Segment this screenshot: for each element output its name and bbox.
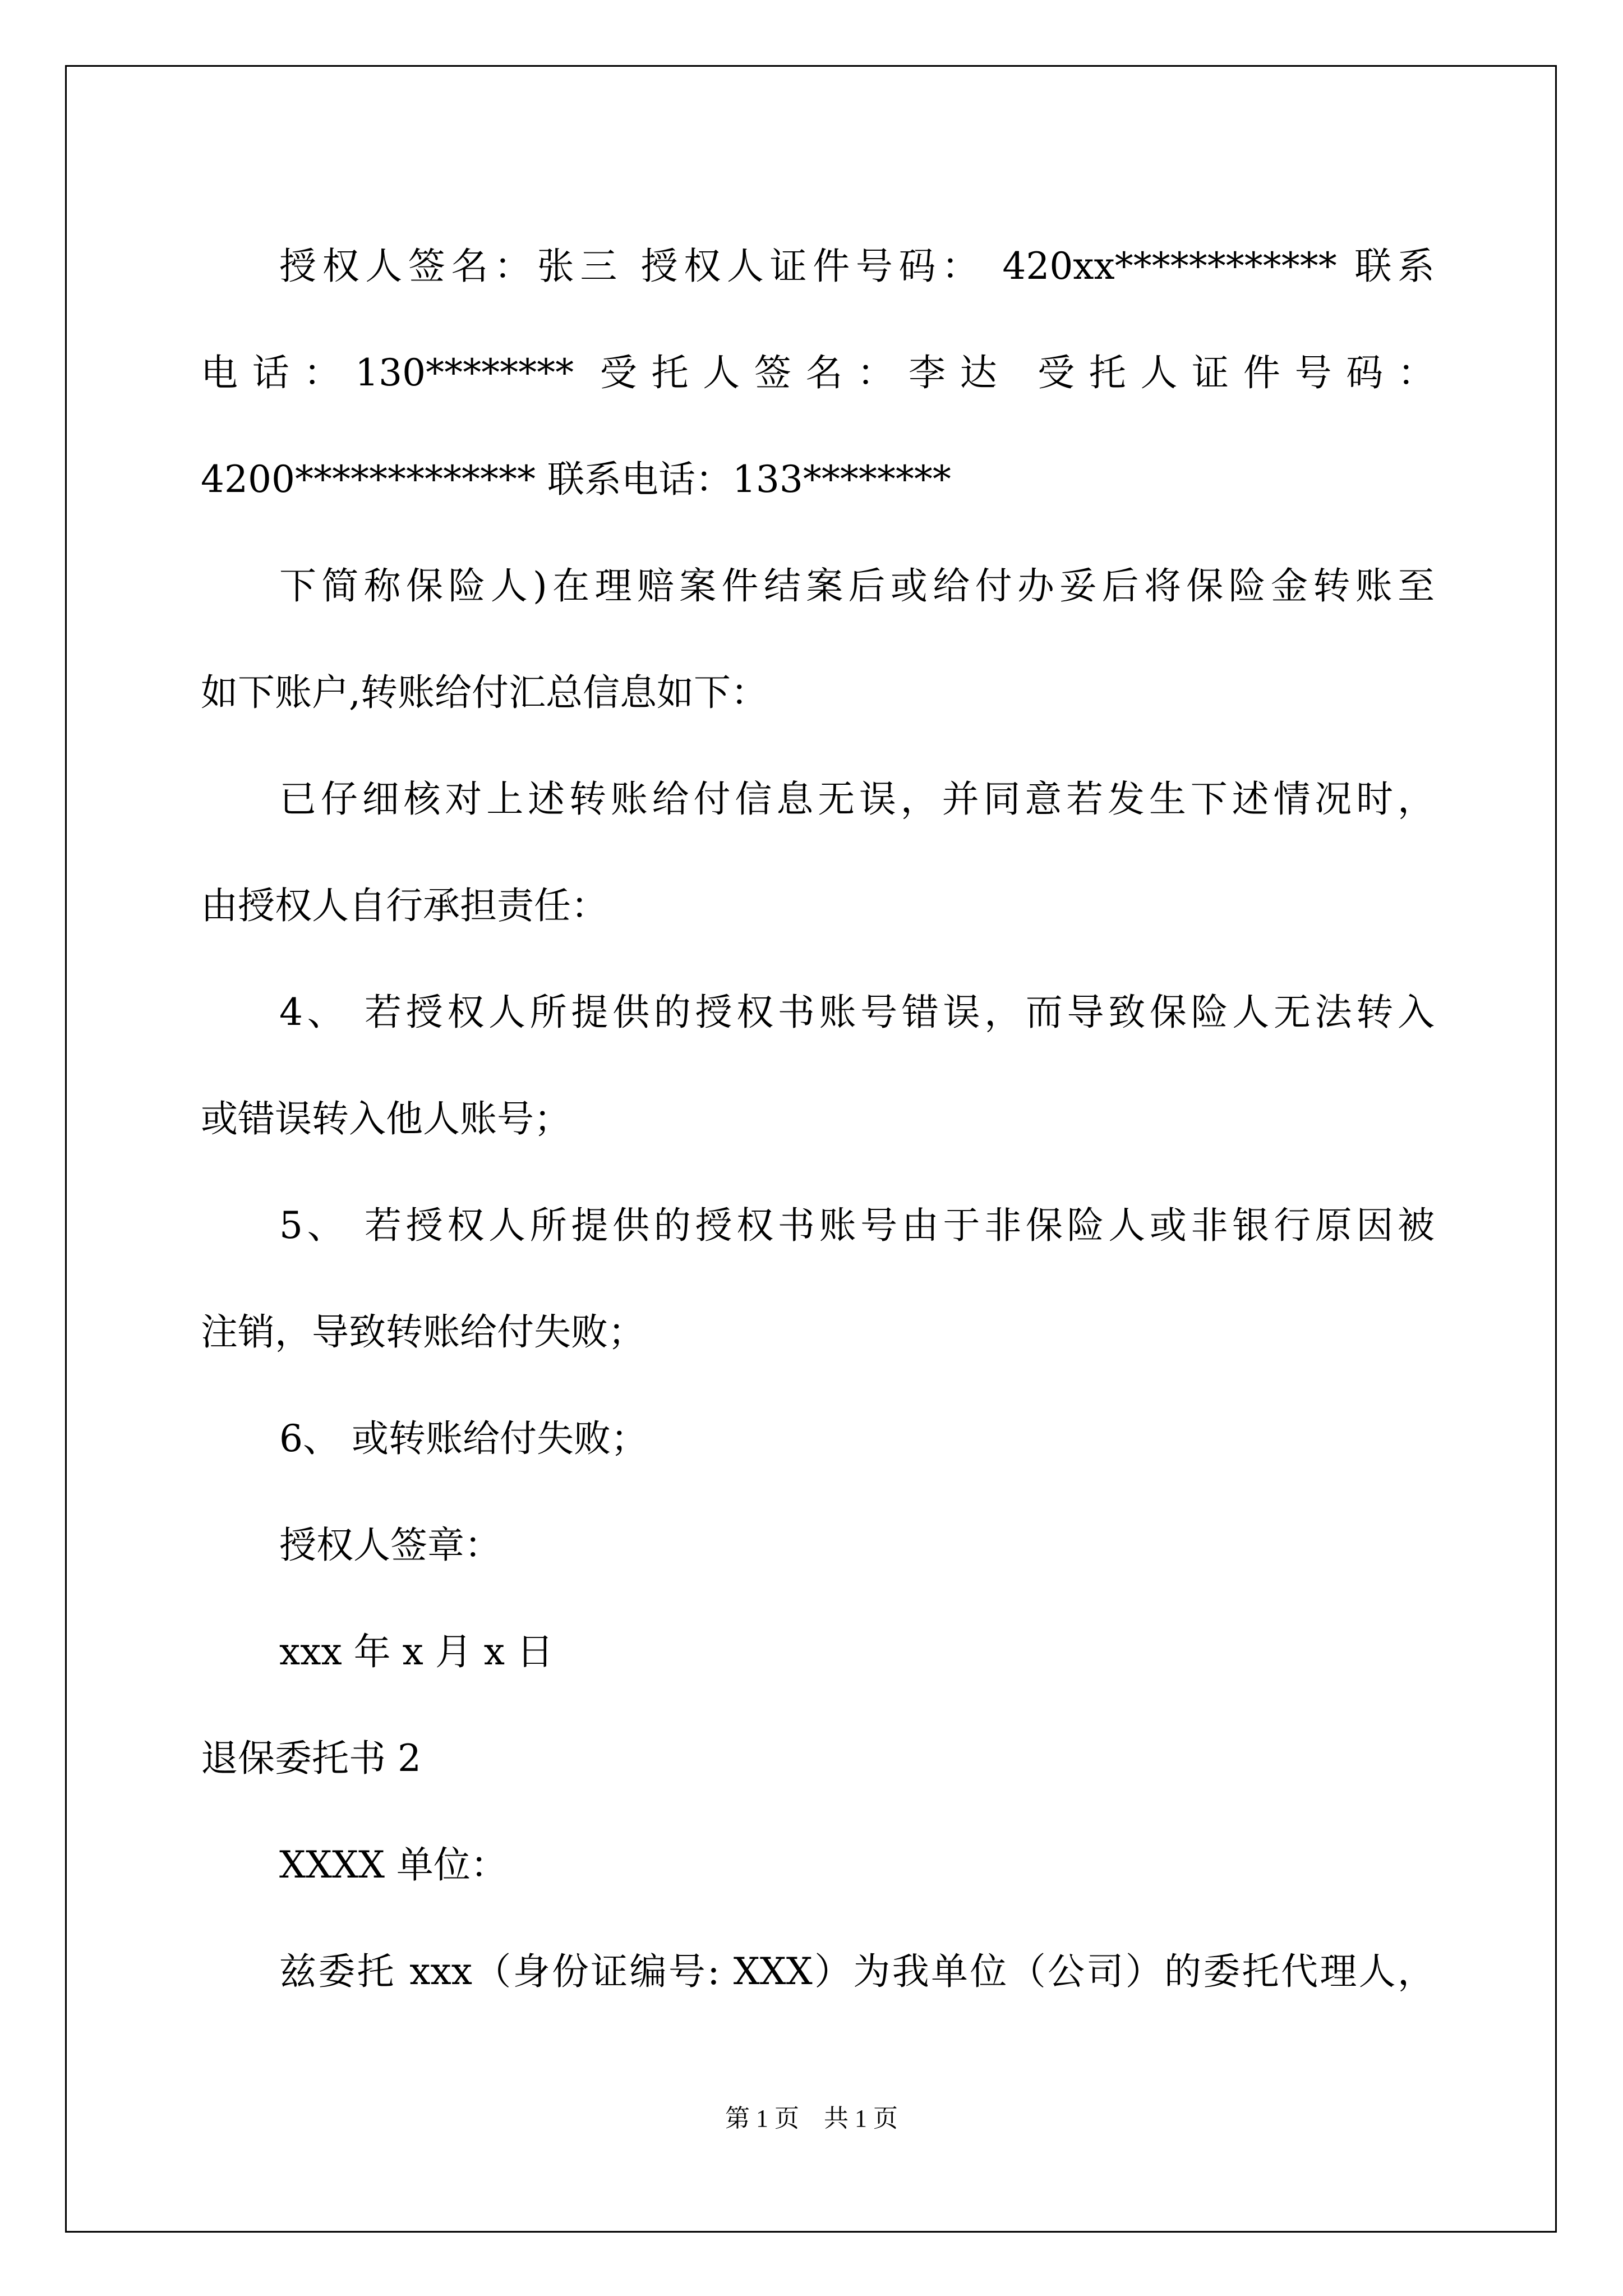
text-line-6: 已仔细核对上述转账给付信息无误，并同意若发生下述情况时， bbox=[279, 777, 1435, 821]
text-line-2: 电话：130******** 受托人签名：李达 受托人证件号码： bbox=[201, 351, 1435, 394]
text-line-8: 4、 若授权人所提供的授权书账号错误，而导致保险人无法转入 bbox=[279, 991, 1435, 1034]
text-line-10: 5、 若授权人所提供的授权书账号由于非保险人或非银行原因被 bbox=[279, 1204, 1435, 1247]
text-line-5: 如下账户,转账给付汇总信息如下： bbox=[201, 671, 768, 714]
text-line-3: 4200************* 联系电话：133******** bbox=[201, 458, 951, 501]
document-body bbox=[201, 213, 1435, 2025]
text-line-14: xxx 年 x 月 x 日 bbox=[279, 1630, 554, 1673]
text-line-16: XXXX 单位： bbox=[279, 1843, 508, 1887]
text-line-7: 由授权人自行承担责任： bbox=[201, 884, 608, 927]
text-line-17: 兹委托 xxx（身份证编号: XXX）为我单位（公司）的委托代理人， bbox=[279, 1950, 1435, 1993]
text-line-4: 下简称保险人)在理赔案件结案后或给付办妥后将保险金转账至 bbox=[279, 564, 1435, 608]
text-line-11: 注销，导致转账给付失败； bbox=[201, 1310, 645, 1354]
text-line-13: 授权人签章： bbox=[279, 1524, 501, 1567]
page-footer: 第 1 页 共 1 页 bbox=[725, 2105, 898, 2132]
text-line-1: 授权人签名：张三 授权人证件号码： 420xx************ 联系 bbox=[279, 245, 1435, 288]
text-line-9: 或错误转入他人账号； bbox=[201, 1097, 571, 1140]
text-line-12: 6、 或转账给付失败； bbox=[279, 1417, 648, 1460]
section-title: 退保委托书 2 bbox=[201, 1737, 421, 1780]
